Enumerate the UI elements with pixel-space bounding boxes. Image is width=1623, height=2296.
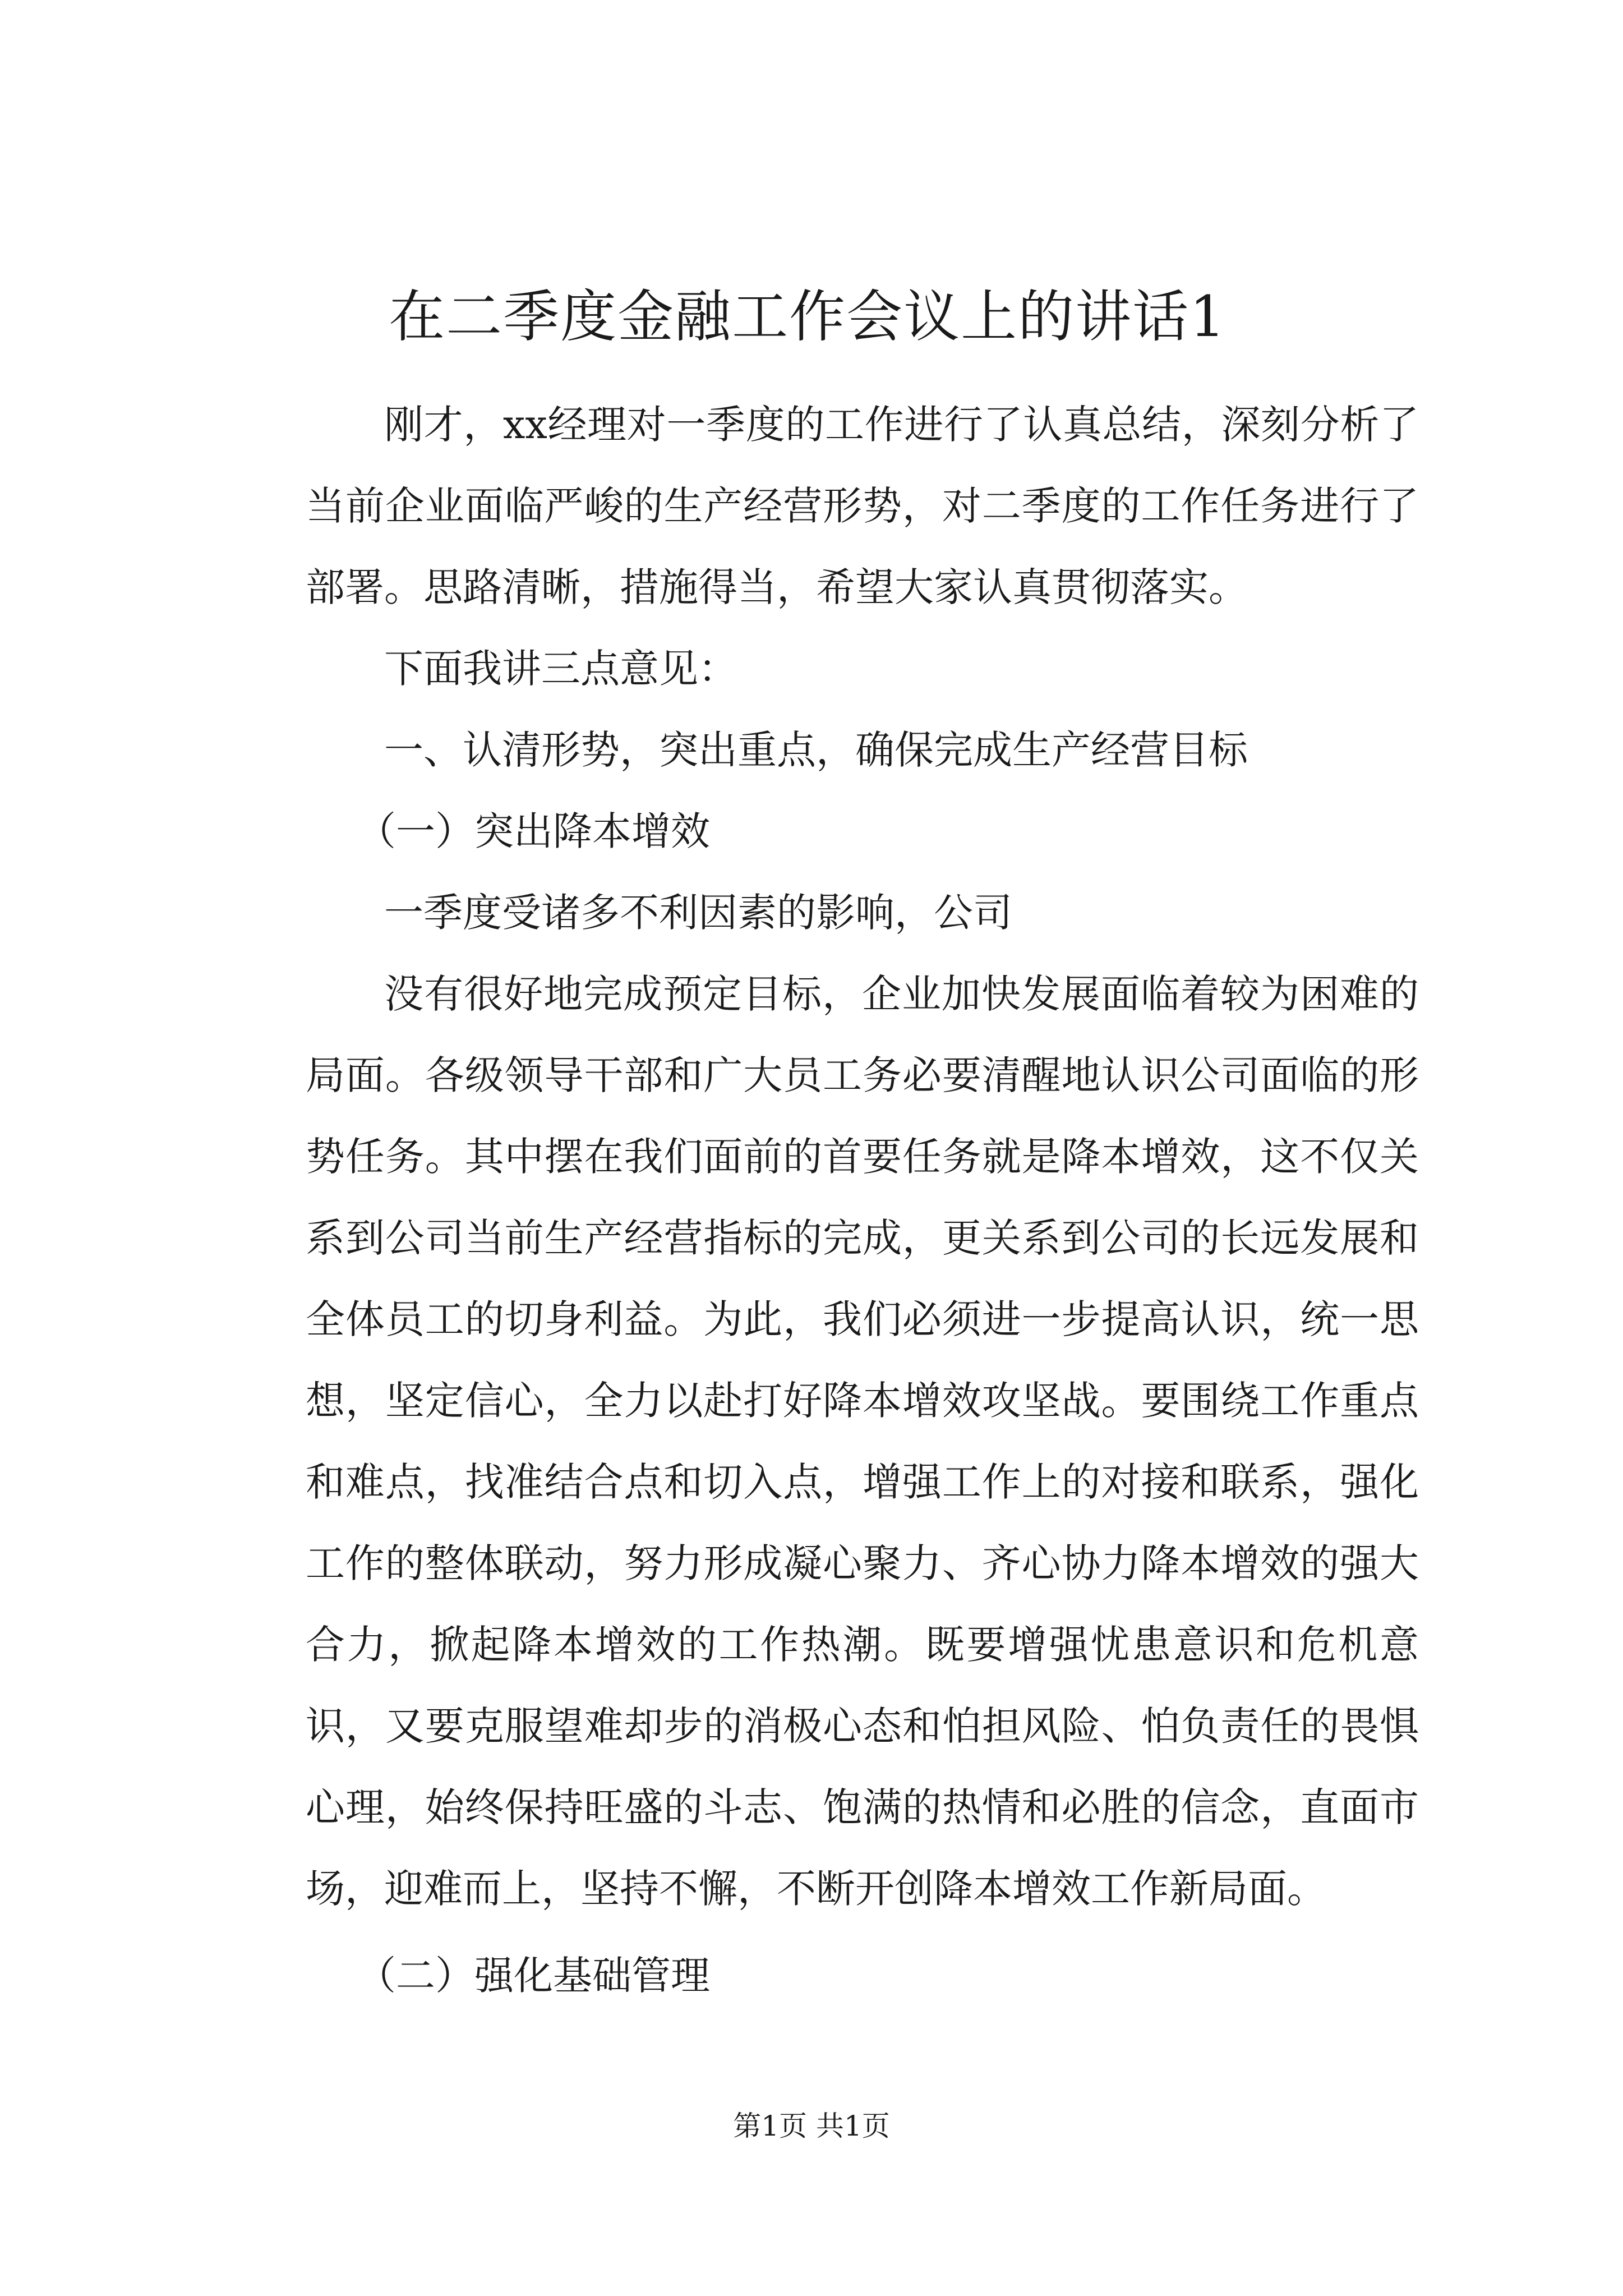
- subsection-heading-1: （一）突出降本增效: [357, 808, 710, 854]
- paragraph-three-points: 下面我讲三点意见：: [384, 646, 737, 692]
- section-heading-1: 一、认清形势，突出重点，确保完成生产经营目标: [384, 727, 1248, 773]
- paragraph-q1-impact: 一季度受诸多不利因素的影响，公司: [384, 890, 1012, 936]
- page-footer: 第1页 共1页: [733, 2110, 890, 2142]
- document-body: [306, 384, 1419, 2017]
- paragraph-opening: 刚才，xx经理对一季度的工作进行了认真总结，深刻分析了当前企业面临严峻的生产经营形势，对二季度的工作任务进行了部署。思路清晰，措施得当，希望大家认真贯彻落实。: [306, 402, 1419, 610]
- document-title: 在二季度金融工作会议上的讲话1: [389, 284, 1227, 349]
- subsection-heading-2: （二）强化基础管理: [357, 1953, 710, 1999]
- paragraph-cost-reduction: 没有很好地完成预定目标，企业加快发展面临着较为困难的局面。各级领导干部和广大员工务必要清醒地认识公司面临的形势任务。其中摆在我们面前的首要任务就是降本增效，这不仅关系到公司当前生产经营指标的完成，更关系到公司的长远发展和全体员工的切身利益。为此，我们必须进一步提高认识，统一思想，坚定信心，全力以赴打好降本增效攻坚战。要围绕工作重点和难点，找准结合点和切入点，增强工作上的对接和联系，强化工作的整体联动，努力形成凝心聚力、齐心协力降本增效的强大合力，掀起降本增效的工作热潮。既要增强忧患意识和危机意识，又要克服望难却步的消极心态和怕担风险、怕负责任的畏惧心理，始终保持旺盛的斗志、饱满的热情和必胜的信念，直面市场，迎难而上，坚持不懈，不断开创降本增效工作新局面。: [306, 971, 1419, 1912]
